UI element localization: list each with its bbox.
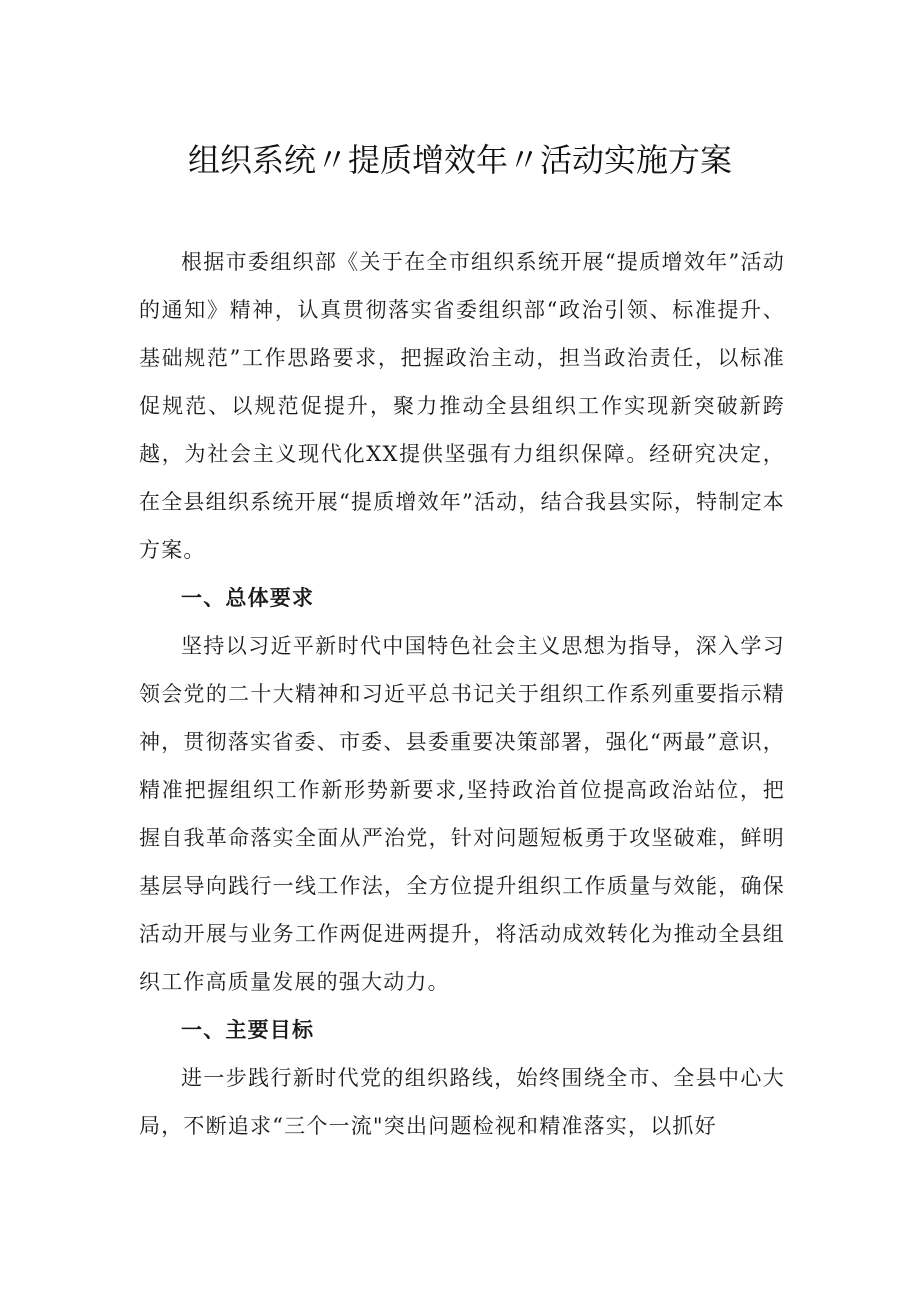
overall-requirements-paragraph: 坚持以习近平新时代中国特色社会主义思想为指导，深入学习领会党的二十大精神和习近平总书记关于组织工作系列重要指示精神，贯彻落实省委、市委、县委重要决策部署，强化“两最”意识，精准把握组织工作新形势新要求,坚持政治首位提高政治站位，把握自我革命落实全面从严治党，针对问题短板勇于攻坚破难，鲜明基层导向践行一线工作法，全方位提升组织工作质量与效能，确保活动开展与业务工作两促进两提升，将活动成效转化为推动全县组织工作高质量发展的强大动力。 <box>139 634 785 994</box>
main-goals-paragraph: 进一步践行新时代党的组织路线，始终围绕全市、全县中心大局，不断追求“三个一流"突出问题检视和精准落实，以抓好 <box>139 1066 785 1138</box>
document-body <box>139 238 785 1150</box>
intro-paragraph: 根据市委组织部《关于在全市组织系统开展“提质增效年”活动的通知》精神，认真贯彻落实省委组织部“政治引领、标准提升、基础规范”工作思路要求，把握政治主动，担当政治责任，以标准促规范、以规范促提升，聚力推动全县组织工作实现新突破新跨越，为社会主义现代化XX提供坚强有力组织保障。经研究决定，在全县组织系统开展“提质增效年”活动，结合我县实际，特制定本方案。 <box>139 250 785 562</box>
section-heading-overall-requirements: 一、总体要求 <box>181 586 315 610</box>
section-heading-main-goals: 一、主要目标 <box>181 1018 315 1042</box>
document-title: 组织系统〃提质增效年〃活动实施方案 <box>187 141 732 179</box>
